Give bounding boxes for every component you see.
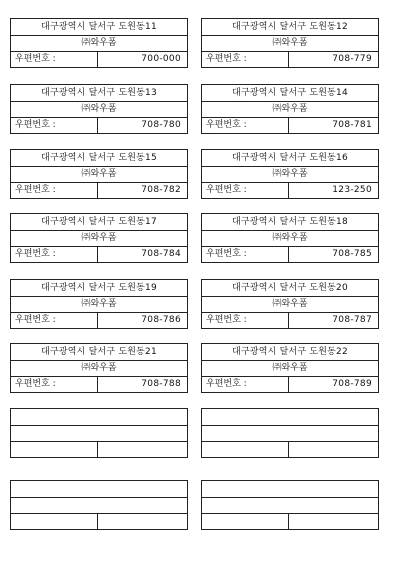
zip-label: 우편번호 : xyxy=(11,377,98,392)
address-line: 대구광역시 달서구 도원동22 xyxy=(202,344,378,361)
zip-code xyxy=(98,442,187,457)
company-name: ㈜와우폼 xyxy=(11,361,187,377)
zip-row xyxy=(11,52,187,67)
empty-label[interactable] xyxy=(201,480,379,530)
zip-code: 708-788 xyxy=(141,379,181,389)
company-name: ㈜와우폼 xyxy=(202,361,378,377)
address-label[interactable] xyxy=(10,343,188,393)
zip-code: 700-000 xyxy=(141,54,181,64)
address-line: 대구광역시 달서구 도원동17 xyxy=(11,214,187,231)
company-name: ㈜와우폼 xyxy=(202,167,378,183)
empty-label[interactable] xyxy=(201,408,379,458)
zip-code: 708-786 xyxy=(141,315,181,325)
zip-row xyxy=(11,183,187,198)
company-name: ㈜와우폼 xyxy=(11,297,187,313)
address-label[interactable] xyxy=(201,18,379,68)
zip-label: 우편번호 : xyxy=(11,52,98,67)
address-label[interactable] xyxy=(201,213,379,263)
zip-label xyxy=(11,514,98,529)
address-line: 대구광역시 달서구 도원동19 xyxy=(11,280,187,297)
address-line: 대구광역시 달서구 도원동16 xyxy=(202,150,378,167)
zip-row xyxy=(11,377,187,392)
address-line: 대구광역시 달서구 도원동18 xyxy=(202,214,378,231)
company-name xyxy=(202,498,378,514)
zip-label: 우편번호 : xyxy=(202,118,289,133)
zip-code: 708-780 xyxy=(141,120,181,130)
company-name: ㈜와우폼 xyxy=(202,36,378,52)
company-name xyxy=(202,426,378,442)
zip-code: 708-789 xyxy=(332,379,372,389)
zip-code xyxy=(289,442,378,457)
company-name xyxy=(11,426,187,442)
zip-code xyxy=(289,514,378,529)
zip-row xyxy=(202,514,378,529)
company-name: ㈜와우폼 xyxy=(11,167,187,183)
address-line xyxy=(202,409,378,426)
address-label[interactable] xyxy=(10,279,188,329)
address-line: 대구광역시 달서구 도원동21 xyxy=(11,344,187,361)
address-line: 대구광역시 달서구 도원동20 xyxy=(202,280,378,297)
zip-row xyxy=(202,183,378,198)
address-line xyxy=(11,409,187,426)
empty-label[interactable] xyxy=(10,408,188,458)
address-line: 대구광역시 달서구 도원동11 xyxy=(11,19,187,36)
address-line: 대구광역시 달서구 도원동14 xyxy=(202,85,378,102)
zip-label: 우편번호 : xyxy=(202,183,289,198)
address-label[interactable] xyxy=(201,279,379,329)
address-label[interactable] xyxy=(201,149,379,199)
company-name: ㈜와우폼 xyxy=(202,231,378,247)
company-name: ㈜와우폼 xyxy=(11,36,187,52)
address-line xyxy=(202,481,378,498)
zip-label xyxy=(11,442,98,457)
address-line xyxy=(11,481,187,498)
company-name: ㈜와우폼 xyxy=(11,231,187,247)
address-label[interactable] xyxy=(10,84,188,134)
address-line: 대구광역시 달서구 도원동15 xyxy=(11,150,187,167)
zip-row xyxy=(11,313,187,328)
company-name: ㈜와우폼 xyxy=(11,102,187,118)
address-label[interactable] xyxy=(201,84,379,134)
zip-label: 우편번호 : xyxy=(202,247,289,262)
zip-label: 우편번호 : xyxy=(11,247,98,262)
zip-row xyxy=(11,247,187,262)
company-name: ㈜와우폼 xyxy=(202,102,378,118)
zip-label: 우편번호 : xyxy=(11,183,98,198)
empty-label[interactable] xyxy=(10,480,188,530)
zip-label: 우편번호 : xyxy=(202,52,289,67)
zip-code: 708-782 xyxy=(141,185,181,195)
address-line: 대구광역시 달서구 도원동12 xyxy=(202,19,378,36)
address-label[interactable] xyxy=(10,149,188,199)
address-label[interactable] xyxy=(201,343,379,393)
address-label[interactable] xyxy=(10,213,188,263)
zip-row xyxy=(11,118,187,133)
company-name xyxy=(11,498,187,514)
zip-row xyxy=(202,52,378,67)
zip-code: 123-250 xyxy=(332,185,372,195)
zip-label: 우편번호 : xyxy=(11,118,98,133)
zip-label xyxy=(202,514,289,529)
company-name: ㈜와우폼 xyxy=(202,297,378,313)
zip-label xyxy=(202,442,289,457)
zip-row xyxy=(202,118,378,133)
zip-row xyxy=(202,442,378,457)
zip-row xyxy=(11,442,187,457)
zip-row xyxy=(11,514,187,529)
zip-code: 708-779 xyxy=(332,54,372,64)
zip-code: 708-787 xyxy=(332,315,372,325)
zip-row xyxy=(202,377,378,392)
address-label[interactable] xyxy=(10,18,188,68)
zip-code: 708-781 xyxy=(332,120,372,130)
zip-label: 우편번호 : xyxy=(202,377,289,392)
zip-row xyxy=(202,247,378,262)
zip-code: 708-784 xyxy=(141,249,181,259)
address-line: 대구광역시 달서구 도원동13 xyxy=(11,85,187,102)
zip-code: 708-785 xyxy=(332,249,372,259)
zip-code xyxy=(98,514,187,529)
zip-label: 우편번호 : xyxy=(11,313,98,328)
zip-row xyxy=(202,313,378,328)
zip-label: 우편번호 : xyxy=(202,313,289,328)
